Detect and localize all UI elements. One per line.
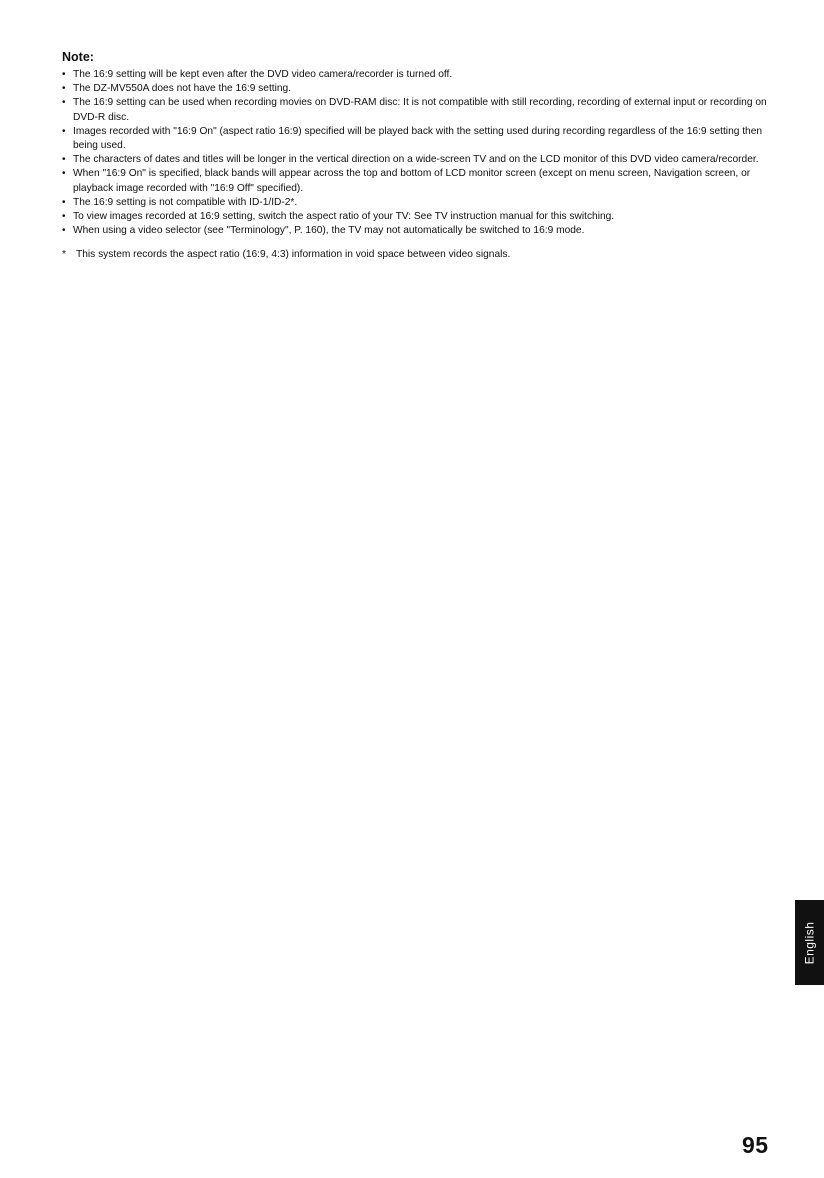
note-heading: Note: bbox=[62, 50, 94, 64]
note-item-4 bbox=[62, 125, 784, 153]
note-item-1 bbox=[62, 68, 784, 82]
bullet-icon: • bbox=[62, 154, 66, 166]
note-item-8 bbox=[62, 210, 784, 224]
bullet-icon: • bbox=[62, 196, 66, 208]
footnote bbox=[62, 248, 784, 262]
page-number: 95 bbox=[742, 1132, 769, 1158]
footnote-text: This system records the aspect ratio (16:9, 4:3) information in void space between video signals. bbox=[76, 249, 511, 261]
note-item-text: The 16:9 setting will be kept even after the DVD video camera/recorder is turned off. bbox=[73, 69, 453, 80]
note-item-text: The DZ-MV550A does not have the 16:9 setting. bbox=[73, 83, 292, 95]
bullet-icon: • bbox=[62, 225, 66, 237]
note-item-text: Images recorded with "16:9 On" (aspect ratio 16:9) specified will be played back with the setting used during recording regardless of the 16:9 setting then being used. bbox=[73, 125, 763, 152]
note-item-text: The characters of dates and titles will be longer in the vertical direction on a wide-screen TV and on the LCD monitor of this DVD video camera/recorder. bbox=[73, 154, 759, 166]
bullet-icon: • bbox=[62, 97, 66, 109]
language-tab-label: English bbox=[802, 921, 817, 964]
note-item-7 bbox=[62, 196, 784, 210]
note-item-text: When "16:9 On" is specified, black bands will appear across the top and bottom of LCD monitor screen (except on menu screen, Navigation screen, or playback image recorded with "16:9 Off" specified). bbox=[73, 168, 751, 194]
note-item-text: To view images recorded at 16:9 setting, switch the aspect ratio of your TV: See TV instruction manual for this switching. bbox=[73, 211, 615, 223]
bullet-icon: • bbox=[62, 83, 66, 95]
note-item-5 bbox=[62, 153, 784, 167]
bullet-icon: • bbox=[62, 168, 66, 180]
note-item-2 bbox=[62, 82, 784, 96]
bullet-icon: • bbox=[62, 125, 66, 137]
bullet-icon: • bbox=[62, 211, 66, 223]
note-item-text: When using a video selector (see "Terminology", P. 160), the TV may not automatically be switched to 16:9 mode. bbox=[73, 225, 585, 237]
language-tab bbox=[795, 900, 824, 985]
note-item-9 bbox=[62, 224, 784, 238]
page-content bbox=[62, 50, 784, 263]
note-item-text: The 16:9 setting can be used when recording movies on DVD-RAM disc: It is not compatible with still recording, recording of external input or recording on DVD-R disc. bbox=[73, 97, 767, 123]
note-item-6 bbox=[62, 167, 784, 195]
note-item-text: The 16:9 setting is not compatible with ID-1/ID-2*. bbox=[73, 196, 298, 208]
asterisk-icon: * bbox=[62, 249, 66, 261]
note-item-3 bbox=[62, 96, 784, 124]
bullet-icon: • bbox=[62, 69, 66, 80]
note-list bbox=[62, 68, 784, 238]
